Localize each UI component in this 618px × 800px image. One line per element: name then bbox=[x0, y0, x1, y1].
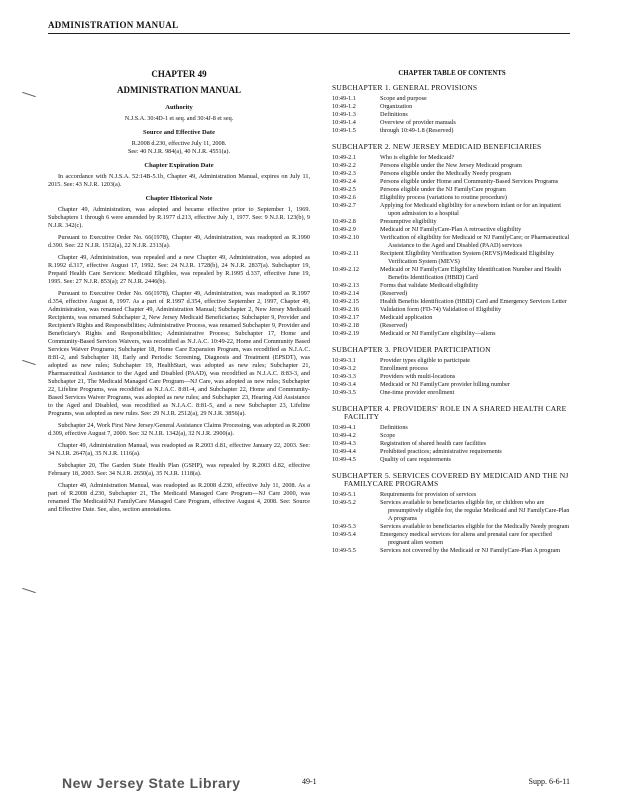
toc-entry bbox=[332, 330, 572, 338]
toc-entry-title: Medicaid or NJ FamilyCare provider billing number bbox=[380, 381, 510, 388]
toc-entry bbox=[332, 365, 572, 373]
toc-entry-title: Persons eligible under the Medically Needy program bbox=[380, 170, 511, 177]
toc-entry bbox=[332, 373, 572, 381]
toc-gap bbox=[332, 135, 572, 139]
toc-entry-number: 10:49-3.3 bbox=[332, 373, 356, 380]
toc-entry-number: 10:49-2.17 bbox=[332, 314, 359, 321]
toc-entry bbox=[332, 424, 572, 432]
toc-entry bbox=[332, 127, 572, 135]
toc-entry-number: 10:49-4.3 bbox=[332, 440, 356, 447]
toc-entry bbox=[332, 456, 572, 464]
left-column bbox=[48, 70, 310, 518]
toc-entry-title: Emergency medical services for aliens and prenatal care for specified pregnant alien women bbox=[380, 531, 552, 546]
source-line: R.2008 d.230, effective July 11, 2008. bbox=[131, 140, 227, 147]
toc-subchapter-heading: SUBCHAPTER 1. GENERAL PROVISIONS bbox=[332, 83, 478, 92]
toc-entry-number: 10:49-5.5 bbox=[332, 547, 356, 554]
toc-entry bbox=[332, 290, 572, 298]
toc-entry-number: 10:49-3.1 bbox=[332, 357, 356, 364]
toc-entry-number: 10:49-3.2 bbox=[332, 365, 356, 372]
toc-entry bbox=[332, 178, 572, 186]
history-paragraph: Chapter 49, Administration Manual, was readopted as R.2003 d.81, effective January 22, 2003. See: 34 N.J.R. 2647(a), 35 N.J.R. 1116(a). bbox=[48, 442, 310, 457]
source-line: See: 40 N.J.R. 984(a), 40 N.J.R. 4551(a). bbox=[127, 148, 231, 155]
toc-entry-number: 10:49-3.5 bbox=[332, 389, 356, 396]
history-paragraph: Chapter 49, Administration Manual, was readopted as R.2008 d.230, effective July 11, 2008. As a part of R.2008 d.230, Subchapter 21, The Medicaid Managed Care Program—NJ Care 2000, was renamed The Medicaid/NJ FamilyCare Managed Care Program, effective August 4, 2008. See: Source and Effective Date. See, also, section annotations. bbox=[48, 482, 310, 513]
history-paragraph: Chapter 49, Administration, was repealed and a new Chapter 49, Administration, was adopted as R.1992 d.317, effective August 17, 1992. See: 24 N.J.R. 1728(b), 24 N.J.R. 2837(a). Subchapter 19, Prepaid Health Care Services: Medicaid Eligibles, was repealed by R.1995 d.337, effective June 19, 1995. See: 27 N.J.R. 853(a); 27 N.J.R. 2446(b). bbox=[48, 254, 310, 285]
toc-entry-number: 10:49-2.13 bbox=[332, 282, 359, 289]
toc-entry bbox=[332, 306, 572, 314]
toc-entry bbox=[332, 440, 572, 448]
toc-entry bbox=[332, 266, 572, 282]
toc-gap bbox=[332, 464, 572, 468]
toc-entry bbox=[332, 531, 572, 547]
toc-entry bbox=[332, 170, 572, 178]
expiration-heading: Chapter Expiration Date bbox=[144, 162, 214, 169]
toc-entry-number: 10:49-2.9 bbox=[332, 226, 356, 233]
history-heading: Chapter Historical Note bbox=[145, 195, 213, 202]
toc-entry-number: 10:49-2.2 bbox=[332, 162, 356, 169]
toc-entry bbox=[332, 491, 572, 499]
toc-body bbox=[332, 84, 572, 559]
toc-entry-title: Medicaid or NJ FamilyCare-Plan A retroactive eligibility bbox=[380, 226, 522, 233]
toc-entry-title: Persons eligible under the New Jersey Medicaid program bbox=[380, 162, 522, 169]
toc-entry-number: 10:49-2.12 bbox=[332, 266, 359, 273]
toc-entry-number: 10:49-5.3 bbox=[332, 523, 356, 530]
toc-entry-number: 10:49-2.3 bbox=[332, 170, 356, 177]
margin-mark bbox=[22, 588, 36, 593]
toc-entry bbox=[332, 194, 572, 202]
page-number: 49-1 bbox=[302, 777, 317, 786]
toc-entry-number: 10:49-5.4 bbox=[332, 531, 356, 538]
toc-entry bbox=[332, 111, 572, 119]
toc-entry-title: Health Benefits Identification (HBID) Card and Emergency Services Letter bbox=[380, 298, 567, 305]
toc-entry-title: (Reserved) bbox=[380, 322, 408, 329]
library-watermark: New Jersey State Library bbox=[62, 775, 241, 791]
toc-entry bbox=[332, 154, 572, 162]
toc-entry bbox=[332, 234, 572, 250]
toc-entry-title: Applying for Medicaid eligibility for a newborn infant or for an inpatient upon admission to a hospital bbox=[380, 202, 561, 217]
toc-entry-title: (Reserved) bbox=[380, 290, 408, 297]
toc-entry-title: Medicaid or NJ FamilyCare eligibility—aliens bbox=[380, 330, 496, 337]
toc-entry bbox=[332, 218, 572, 226]
toc-entry-number: 10:49-1.5 bbox=[332, 127, 356, 134]
toc-subchapter-heading: SUBCHAPTER 5. SERVICES COVERED BY MEDICAID AND THE NJ FAMILYCARE PROGRAMS bbox=[332, 471, 569, 488]
toc-entry-title: Eligibility process (variations to routine procedure) bbox=[380, 194, 507, 201]
toc-entry-title: Registration of shared health care facilities bbox=[380, 440, 487, 447]
toc-entry-title: Scope bbox=[380, 432, 396, 439]
history-paragraph: Pursuant to Executive Order No. 66(1978), Chapter 49, Administration, was readopted as R.1990 d.390. See: 22 N.J.R. 1512(a), 22 N.J.R. 2313(a). bbox=[48, 234, 310, 249]
toc-entry-title: Verification of eligibility for Medicaid or NJ FamilyCare; or Pharmaceutical Assistance to the Aged and Disabled (PAAD) services bbox=[380, 234, 570, 249]
toc-entry bbox=[332, 322, 572, 330]
running-head: ADMINISTRATION MANUAL bbox=[48, 20, 179, 30]
toc-entry-number: 10:49-2.14 bbox=[332, 290, 359, 297]
margin-mark bbox=[22, 360, 36, 365]
toc-entry bbox=[332, 202, 572, 218]
history-paragraph: Chapter 49, Administration, was adopted and became effective prior to September 1, 1969. Subchapters 1 through 6 were amended by R.1977 d.213, effective July 1, 1977. See: 9 N.J.R. 123(b), 9 N.J.R. 342(c). bbox=[48, 206, 310, 229]
header-rule bbox=[48, 33, 570, 34]
toc-entry bbox=[332, 162, 572, 170]
toc-entry-number: 10:49-2.1 bbox=[332, 154, 356, 161]
toc-gap bbox=[332, 397, 572, 401]
toc-entry-title: Validation form (FD-74) Validation of Eligibility bbox=[380, 306, 502, 313]
toc-entry-number: 10:49-1.2 bbox=[332, 103, 356, 110]
toc-entry-number: 10:49-4.4 bbox=[332, 448, 356, 455]
toc-entry bbox=[332, 103, 572, 111]
toc-subchapter-heading: SUBCHAPTER 3. PROVIDER PARTICIPATION bbox=[332, 345, 491, 354]
toc-subchapter-heading: SUBCHAPTER 4. PROVIDERS' ROLE IN A SHARED HEALTH CARE FACILITY bbox=[332, 404, 567, 421]
toc-entry-title: Medicaid application bbox=[380, 314, 433, 321]
toc-entry-title: Organization bbox=[380, 103, 413, 110]
toc-entry-number: 10:49-2.11 bbox=[332, 250, 359, 257]
toc-entry-number: 10:49-2.15 bbox=[332, 298, 359, 305]
toc-entry-number: 10:49-1.1 bbox=[332, 95, 356, 102]
toc-entry bbox=[332, 226, 572, 234]
toc-entry-number: 10:49-2.5 bbox=[332, 186, 356, 193]
toc-entry-number: 10:49-2.8 bbox=[332, 218, 356, 225]
toc-entry-number: 10:49-2.7 bbox=[332, 202, 356, 209]
toc-entry bbox=[332, 298, 572, 306]
toc-entry-number: 10:49-1.3 bbox=[332, 111, 356, 118]
toc-entry-number: 10:49-2.18 bbox=[332, 322, 359, 329]
history-paragraph: Subchapter 24, Work First New Jersey/General Assistance Claims Processing, was adopted as R.2000 d.309, effective August 7, 2000. See: 32 N.J.R. 1342(a), 32 N.J.R. 2900(a). bbox=[48, 422, 310, 437]
toc-entry-title: Persons eligible under Home and Community-Based Services Programs bbox=[380, 178, 559, 185]
toc-entry bbox=[332, 314, 572, 322]
toc-entry bbox=[332, 499, 572, 523]
supplement-date: Supp. 6-6-11 bbox=[528, 777, 570, 786]
toc-entry-title: Services not covered by the Medicaid or NJ FamilyCare-Plan A program bbox=[380, 547, 561, 554]
toc-entry-title: Enrollment process bbox=[380, 365, 428, 372]
table-of-contents bbox=[332, 70, 572, 559]
toc-entry-title: Provider types eligible to participate bbox=[380, 357, 471, 364]
toc-entry-number: 10:49-2.6 bbox=[332, 194, 356, 201]
toc-entry-title: Definitions bbox=[380, 111, 408, 118]
toc-entry bbox=[332, 357, 572, 365]
toc-entry-title: One-time provider enrollment bbox=[380, 389, 455, 396]
toc-entry bbox=[332, 119, 572, 127]
toc-entry bbox=[332, 95, 572, 103]
toc-title: CHAPTER TABLE OF CONTENTS bbox=[398, 70, 506, 77]
toc-entry-number: 10:49-1.4 bbox=[332, 119, 356, 126]
toc-entry-title: Quality of care requirements bbox=[380, 456, 451, 463]
toc-entry-number: 10:49-2.10 bbox=[332, 234, 359, 241]
toc-entry-title: through 10:49-1.8 (Reserved) bbox=[380, 127, 454, 134]
toc-entry bbox=[332, 547, 572, 555]
authority-heading: Authority bbox=[165, 104, 193, 111]
toc-entry-number: 10:49-2.19 bbox=[332, 330, 359, 337]
toc-entry-title: Requirements for provision of services bbox=[380, 491, 477, 498]
authority-text: N.J.S.A. 30:4D-1 et seq. and 30:4J-8 et seq. bbox=[124, 115, 234, 122]
toc-entry bbox=[332, 381, 572, 389]
toc-entry-number: 10:49-5.2 bbox=[332, 499, 356, 506]
toc-entry-title: Services available to beneficiaries eligible for the Medically Needy program bbox=[380, 523, 570, 530]
toc-entry-number: 10:49-4.2 bbox=[332, 432, 356, 439]
source-heading: Source and Effective Date bbox=[143, 129, 215, 136]
toc-entry-title: Prohibited practices; administrative requirements bbox=[380, 448, 502, 455]
toc-subchapter-heading: SUBCHAPTER 2. NEW JERSEY MEDICAID BENEFICIARIES bbox=[332, 142, 542, 151]
margin-mark bbox=[22, 92, 36, 97]
history-paragraph: Pursuant to Executive Order No. 66(1978), Chapter 49, Administration, was readopted as R.1997 d.354, effective August 8, 1997. As a part of R.1997 d.354, effective September 2, 1997, Chapter 49, Administration, was renamed Chapter 49, Administration Manual; Subchapter 2, New Jersey Medicaid Recipients, was renamed Subchapter 2, New Jersey Medicaid Beneficiaries; Subchapter 9, Provider and Recipient's Rights and Responsibilities; Administrative Process, was renamed Subchapter 9, Provider and Beneficiary's Rights and Responsibilities; Administrative Process; Subchapter 17, Home and Community-Based Services Waivers, was recodified as N.J.A.C. 10:49-22, Home and Community Based Services Waiver Programs; Subchapter 18, Home Care Expansion Program, was recodified as N.J.A.C. 8:81-2, and Subchapter 18, Early and Periodic Screening, Diagnosis and Treatment (EPSDT), was adopted as new rules; Subchapter 19, HealthStart, was adopted as new rules; Subchapter 21, Pharmaceutical Assistance to the Aged and Disabled (PAAD), was recodified as N.J.A.C. 8:83-3, and Subchapter 21, The Medicaid Managed Care Program—NJ Care, was adopted as new rules; Subchapter 22, Lifeline Programs, was recodified as N.J.A.C. 8:81-4, and Subchapter 22, Home and Community-Based Services Waiver Programs, was adopted as new rules; and Subchapter 23, Hearing Aid Assistance to the Aged and Disabled, was recodified as N.J.A.C. 8:81-5, and a new Subchapter 23, Lifeline Programs, was adopted as new rules. See: 29 N.J.R. 2512(a), 29 N.J.R. 3856(a). bbox=[48, 290, 310, 417]
toc-entry-title: Overview of provider manuals bbox=[380, 119, 456, 126]
chapter-title: ADMINISTRATION MANUAL bbox=[116, 85, 242, 95]
toc-entry-title: Presumptive eligibility bbox=[380, 218, 437, 225]
toc-entry-title: Definitions bbox=[380, 424, 408, 431]
toc-entry-number: 10:49-2.4 bbox=[332, 178, 356, 185]
toc-entry bbox=[332, 432, 572, 440]
toc-entry-number: 10:49-3.4 bbox=[332, 381, 356, 388]
toc-entry-title: Recipient Eligibility Verification System (REVS)/Medicaid Eligibility Verification System (MEVS) bbox=[380, 250, 554, 265]
toc-entry-title: Persons eligible under the NJ FamilyCare program bbox=[380, 186, 506, 193]
toc-entry-number: 10:49-2.16 bbox=[332, 306, 359, 313]
chapter-number: CHAPTER 49 bbox=[151, 69, 207, 79]
toc-entry-number: 10:49-4.5 bbox=[332, 456, 356, 463]
toc-gap bbox=[332, 338, 572, 342]
toc-entry bbox=[332, 186, 572, 194]
toc-entry-number: 10:49-4.1 bbox=[332, 424, 356, 431]
toc-entry-title: Scope and purpose bbox=[380, 95, 427, 102]
history-paragraph: Subchapter 20, The Garden State Health Plan (GSHP), was repealed by R.2003 d.82, effective February 18, 2003. See: 34 N.J.R. 2650(a), 35 N.J.R. 1118(a). bbox=[48, 462, 310, 477]
toc-entry-title: Services available to beneficiaries eligible for, or children who are presumptively eligible for, the regular Medicaid and NJ FamilyCare-Plan A programs bbox=[380, 499, 570, 522]
toc-entry bbox=[332, 389, 572, 397]
toc-entry-title: Providers with multi-locations bbox=[380, 373, 456, 380]
toc-entry bbox=[332, 448, 572, 456]
toc-entry-title: Forms that validate Medicaid eligibility bbox=[380, 282, 479, 289]
toc-entry-number: 10:49-5.1 bbox=[332, 491, 356, 498]
toc-entry bbox=[332, 282, 572, 290]
toc-entry-title: Who is eligible for Medicaid? bbox=[380, 154, 455, 161]
toc-entry-title: Medicaid or NJ FamilyCare Eligibility Identification Number and Health Benefits Identification (HBID) Card bbox=[380, 266, 562, 281]
toc-entry bbox=[332, 523, 572, 531]
toc-gap bbox=[332, 555, 572, 559]
expiration-text: In accordance with N.J.S.A. 52:14B-5.1b, Chapter 49, Administration Manual, expires on July 11, 2015. See: 43 N.J.R. 1203(a). bbox=[48, 173, 310, 188]
toc-entry bbox=[332, 250, 572, 266]
